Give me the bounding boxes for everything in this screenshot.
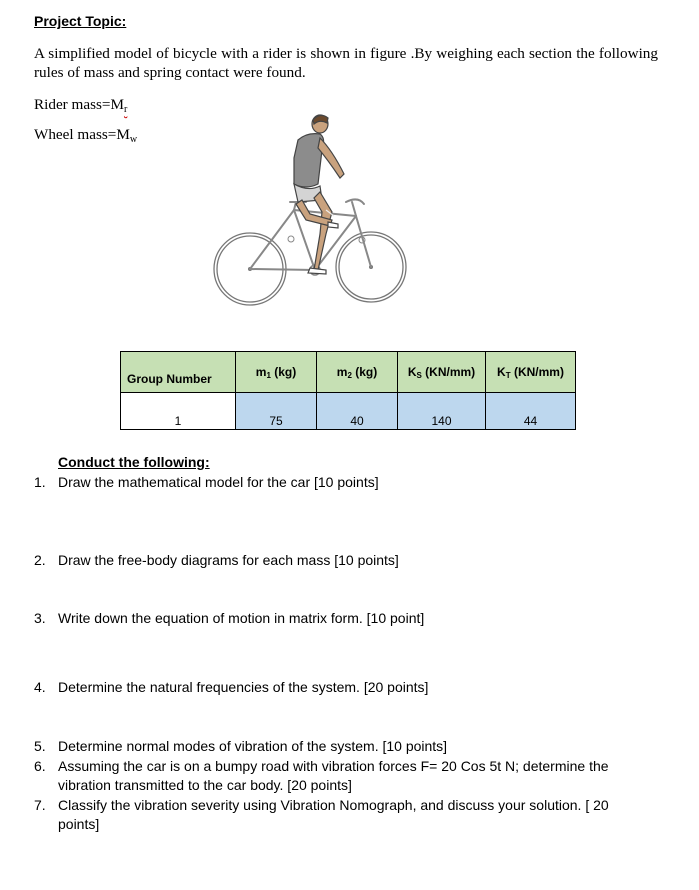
rider-mass-line <box>34 96 127 115</box>
cell-group-number: 1 <box>121 393 236 430</box>
header-m1: m1 (kg) <box>236 352 317 393</box>
task-item: 6. Assuming the car is on a bumpy road with vibration forces F= 20 Cos 5t N; determine the vibration transmitted to the car body. [20 points] <box>34 758 609 793</box>
task-item: 2. Draw the free-body diagrams for each mass [10 points] <box>34 552 399 568</box>
table-header-row <box>121 352 576 393</box>
task-item: 1. Draw the mathematical model for the car [10 points] <box>34 474 379 490</box>
rider-mass-subscript: r <box>123 104 128 115</box>
bicycle-rider-illustration <box>210 112 410 312</box>
task-item: 4. Determine the natural frequencies of the system. [20 points] <box>34 679 429 695</box>
wheel-mass-label: Wheel mass=M <box>34 126 130 143</box>
wheel-mass-subscript: w <box>129 134 138 145</box>
parameters-table <box>120 351 576 430</box>
rider-mass-label: Rider mass=M <box>34 96 124 113</box>
cell-ks: 140 <box>398 393 486 430</box>
table-row <box>121 393 576 430</box>
cell-kt: 44 <box>486 393 576 430</box>
cell-m1: 75 <box>236 393 317 430</box>
task-item: 3. Write down the equation of motion in matrix form. [10 point] <box>34 610 425 626</box>
header-m2: m2 (kg) <box>317 352 398 393</box>
intro-paragraph: A simplified model of bicycle with a rider is shown in figure .By weighing each section the following rules of mass and spring contact were found. <box>34 45 658 81</box>
header-group-number: Group Number <box>121 352 236 393</box>
conduct-heading: Conduct the following: <box>58 454 210 470</box>
bicycle-rider-figure <box>210 112 410 312</box>
header-kt: KT (KN/mm) <box>486 352 576 393</box>
cell-m2: 40 <box>317 393 398 430</box>
project-topic-heading: Project Topic: <box>34 13 127 29</box>
task-item: 7. Classify the vibration severity using Vibration Nomograph, and discuss your solution. [ 20 points] <box>34 797 609 832</box>
wheel-mass-line <box>34 126 137 145</box>
task-item: 5. Determine normal modes of vibration of the system. [10 points] <box>34 738 448 754</box>
header-ks: KS (KN/mm) <box>398 352 486 393</box>
